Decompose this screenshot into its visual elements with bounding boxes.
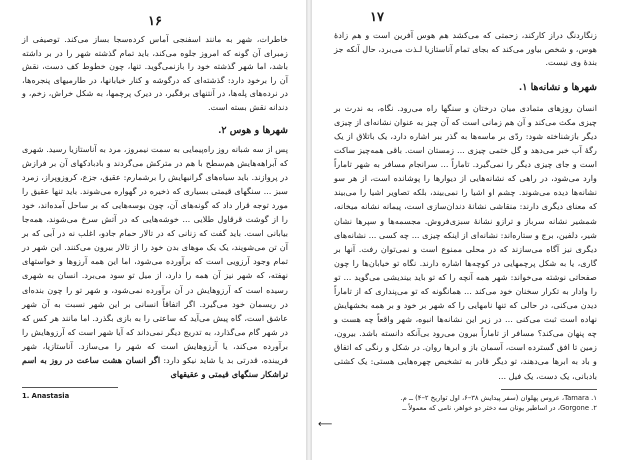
footnote-divider-left	[22, 387, 118, 388]
left-section-bold-tail: اگر انسان هشت ساعت در روز به اسم تراشکار سنگهای قیمتی و عقیقهای	[22, 354, 288, 380]
right-footnote-1: ۱. Tamara، عروس پهلوان (سفر پیدایش ۳۸–۶، اول تواریخ ۲–۴) ــ م.	[400, 393, 597, 402]
page-number-left: ۱۶	[148, 14, 162, 29]
right-section-paragraph: انسان روزهای متمادی میان درختان و سنگها راه می‌رود. نگاه، به ندرت بر چیزی مکث می‌کند و آن هم زمانی است که آن چیز به عنوان نشانه‌ای از چیزی دیگر بازشناخته شود: ردّی بر ماسه‌ها به گذر ببر اشاره دارد، یک باتلاق از یک رگهٔ آب خبر می‌دهد و گل ختمی چیزی ... زمستان است. باقی همه‌چیز ساکت است و جای چیزی دیگر را نمی‌گیرد. تاماراً ... سرانجام مسافر به شهر تاماراً وارد می‌شود، در راهی که نشانه‌هایی از دیوارها را پوشانده است، از هر سو نشانه‌ها دیده می‌شوند. چشم او اشیا را نمی‌بیند، بلکه تصاویر اشیا را می‌بیند که معنای دیگری دارند: منقاشی نشانهٔ دندان‌سازی است، پیمانه نشانه میخانه، شمشیر نشانه سرباز و ترازو نشانهٔ سبزی‌فروش. مجسمه‌ها و سپرها نشان شیر، دلفین، برج و ستاره‌اند: نشانه‌ای از اینکه چیزی ... چه کسی ... نشانه‌های دیگری نیز آگاه می‌سازند که در محلی ممنوع است و نمی‌توان رفت. آنها بر گاری، یا به شکل پرچمهایی در کوچه‌ها اشاره دارند. نگاه تو خیابان‌ها را چون صفحاتی نوشته می‌خواند: شهر همه آنچه را که تو باید بیندیشی می‌گوید ... تو را وادار به تکرار سخنان خود می‌کند ... همانگونه که تو می‌پنداری که از تاماراً دیدن می‌کنی، در حالی که تنها نامهایی را که شهر بر خود و بر همه بخشهایش نهاده است ثبت می‌کنی ... در زیر این نشانه‌ها انبوه، شهر واقعاً چه هست و چه پنهان می‌کند؟ مسافر از تاماراً بیرون می‌رود بی‌آنکه دانسته باشد. بیرون، زمین تا افق گسترده است، آسمان باز و ابرها روان. در شکل و رنگی که اتفاق و باد به ابرها می‌دهند، تو دیگر قادر به تشخیص چهره‌هایی هستی: یک کشتی بادبانی، یک دست، یک فیل ...	[334, 102, 597, 381]
continuation-arrow-icon: ⟵	[318, 419, 333, 430]
page-number-right: ۱۷	[370, 10, 384, 25]
footnote-divider-right	[501, 389, 597, 390]
left-section-heading: شهرها و هوس ۲.	[218, 124, 288, 136]
left-section-paragraph	[22, 142, 288, 382]
left-footnote: 1. Anastasia	[22, 392, 70, 401]
right-page	[312, 0, 621, 460]
right-intro-paragraph: زنگاردنگ دراز کارکند، زحمتی که می‌کشد هم هوس آفرین است و هم زادهٔ هوس، و شخص بیاور می‌کند که بجای تمام آناستازیا لـذت می‌برد، حال آنکه جز بندهٔ وی نیست.	[334, 30, 597, 68]
left-page	[0, 0, 306, 460]
left-intro-paragraph: خاطرات، شهر به مانند اسفنجی آماس کرده‌سجا بساز می‌کند. توصیفی از زمبرا‌ی آن گونه که امروز جلوه می‌کند، باید تمام گذشته شهر را در بر داشته باشد، اما شهر گذشته خود را بازنمی‌گوید. تنها، چون خطوط کف دست، نقش آن را برخود دارد: گذشته‌ای که درگوشه و کنار خیابانها، در طارمیهای پنجره‌ها، در نرده‌های پله‌ها، در آنتنهای برقگیر، در دیرک پرچمها، به شکل خراش، زخم، و دندانه نقش بسته است.	[22, 34, 288, 112]
left-section-body: پس از سه شبانه روز راه‌پیمایی به سمت نیمروز، مرد به آناستازیا رسید. شهری که آبراهه‌هایش هم‌سطح با هم در مترکش می‌گردند و بادبادکهای آن بر فرازش در پروازند. باید سیاه‌های گرانبهایش را برشمارم: عقیق، جزع، کروزوپراز، زمرد سبز ... سنگهای قیمتی بسیاری که ذخیره در گهواره می‌شوند. باید تنها عقیق را مورد توجه قرار داد که گونه‌های آن، چون بوسه‌هایی که بر ساحل آمده‌اند، خود را از گوشت قرقاول طلایی ... خوشه‌هایی که در آتش سرخ می‌شوند، همه‌جا بیابانی است. باید گفت که زنانی که در تالار حمام جادو، اغلب نه در آبی که بر آن تن می‌شویند، یک یک موهای بدن خود را از تالار بیرون می‌کنند. این شهر در تمام وجود آرزویی است که برآورده می‌شود، اما این همه آرزوها و خواستهای نهفته، که شهر نیز آن همه را دارد، از میل تو سود می‌برد. انسان به شهری رسیده است که آرزوهایش در آن برآورده نمی‌شود، و شهر تو را چون بنده‌ای در ریسمان خود می‌گیرد. اگر اتفاقاً انسانی بر این شهر نسبت به آن شهر عاشق است، گاه پیش می‌آید که ساعتی را به بازی بگذرد. اما مانند هر کس که در شهر گام می‌گذارد، به تدریج دیگر نمی‌داند که آیا شهر است که آرزوهایش را برآورده می‌کند، یا ‌آرزوهایش است که شهر را می‌سازد. آناستازیا، شهر فریبنده، قدرتی بد یا شاید نیکو دارد:	[22, 143, 288, 365]
right-footnote-2: ۲. Gorgone، در اساطیر یونان سه دختر دو خواهر، نامی که معمولاً ــ	[402, 403, 597, 412]
right-section-heading: شهرها و نشانه‌ها ۱.	[518, 81, 597, 93]
